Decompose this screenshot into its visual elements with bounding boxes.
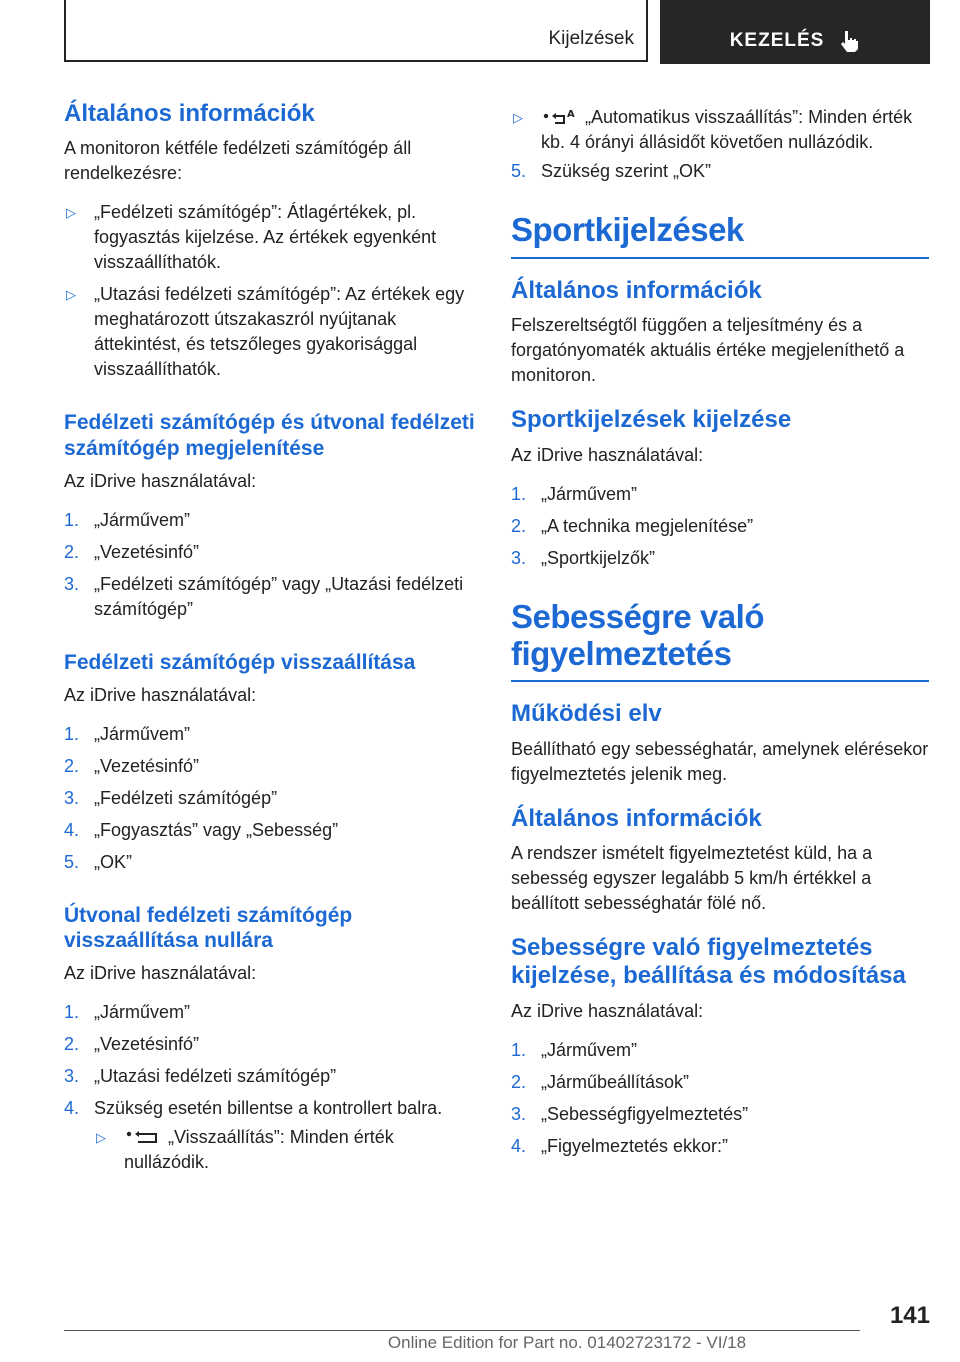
steps-reset-trip <box>64 1000 482 1175</box>
page-header <box>64 0 930 64</box>
chapter-title: KEZELÉS <box>729 30 825 51</box>
right-column <box>511 100 929 1177</box>
bullet-triangle-icon: ▷ <box>96 1130 106 1146</box>
section-title: Kijelzések <box>548 28 634 49</box>
edition-text: Online Edition for Part no. 01402723172 - VI/18 <box>387 1333 747 1352</box>
heading-reset-computer: Fedélzeti számítógép visszaállítása <box>64 650 416 674</box>
footer-divider <box>64 1330 860 1331</box>
steps-reset-computer <box>64 722 482 875</box>
page-number: 141 <box>889 1302 930 1329</box>
list-item: 3. „Sportkijelzők” <box>511 547 656 568</box>
list-item: 3. „Utazási fedélzeti számítógép” <box>64 1066 337 1087</box>
heading-speed-warning: Sebességre való figyelmeztetés <box>511 599 929 683</box>
list-item: 2. „A technika megjelenítése” <box>511 515 754 536</box>
list-item: 1. „Járművem” <box>511 1039 638 1060</box>
list-item: 2. „Vezetésinfó” <box>64 755 200 776</box>
list-item: ▷ „Utazási fedélzeti számítógép”: Az értékek egy meghatározott útszakaszról nyújtanak áttekintést, és tetszőleges gyakorisággal visszaállíthatók. <box>66 284 465 380</box>
reset-arrow-icon <box>126 1129 160 1145</box>
list-item: 1. „Járművem” <box>64 723 191 744</box>
heading-general-info: Általános információk <box>64 100 315 127</box>
list-item: 5. „OK” <box>64 851 132 872</box>
steps-continued <box>511 159 929 184</box>
list-item: 2. „Vezetésinfó” <box>64 1034 200 1055</box>
paragraph-sport-general: Felszereltségtől függően a teljesítmény és a forgatónyomaték aktuális értéke megjeleníthető a monitoron. <box>511 315 905 386</box>
list-item: 1. „Járművem” <box>64 1002 191 1023</box>
hand-pointer-icon <box>838 29 860 53</box>
list-item: ▷ „Fedélzeti számítógép”: Átlagértékek, pl. fogyasztás kijelzése. Az értékek egyenként visszaállíthatók. <box>66 202 437 273</box>
list-item: 5. Szükség szerint „OK” <box>511 161 712 181</box>
list-item: 3. „Fedélzeti számítógép” vagy „Utazási fedélzeti számítógép” <box>64 573 464 619</box>
list-item: 3. „Fedélzeti számítógép” <box>64 787 278 808</box>
list-item: 2. „Vezetésinfó” <box>64 541 200 562</box>
heading-function: Működési elv <box>511 700 662 728</box>
section-tab <box>64 0 648 62</box>
list-item: 3. „Sebességfigyelmeztetés” <box>511 1103 749 1124</box>
paragraph-reset-computer: Az iDrive használatával: <box>64 684 257 705</box>
list-item: ▷ A „Automatikus visszaállítás”: Minden érték kb. 4 órányi állásidőt követően nullázódik. <box>513 107 913 152</box>
paragraph-function: Beállítható egy sebességhatár, amelynek elérésekor figyelmeztetés jelenik meg. <box>511 738 929 784</box>
list-item: 1. „Járművem” <box>511 483 638 504</box>
steps-speed-set <box>511 1038 929 1159</box>
list-item: 2. „Járműbeállítások” <box>511 1071 690 1092</box>
list-item: ▷ „Visszaállítás”: Minden érték nullázódik. <box>96 1127 394 1173</box>
list-item: 4. Szükség esetén billentse a kontrollert balra. ▷ „Visszaállítás”: Minden érték nullázódik. <box>64 1096 482 1175</box>
list-item: 4. „Figyelmeztetés ekkor:” <box>511 1135 729 1156</box>
page-footer <box>64 1300 930 1360</box>
paragraph-speed-general: A rendszer ismételt figyelmeztetést küld, ha a sebesség egyszer legalább 5 km/h értékkel a beállított sebességhatár fölé nő. <box>511 843 873 914</box>
bullet-triangle-icon: ▷ <box>66 205 76 221</box>
bullet-triangle-icon: ▷ <box>66 287 76 303</box>
sub-list <box>511 105 929 155</box>
steps-display-computer <box>64 508 482 622</box>
svg-text:A: A <box>567 108 575 120</box>
bullet-triangle-icon: ▷ <box>513 110 523 125</box>
heading-reset-trip: Útvonal fedélzeti számítógép visszaállítása nullára <box>64 903 353 953</box>
list-item: 1. „Járművem” <box>64 509 191 530</box>
heading-speed-set: Sebességre való figyelmeztetés kijelzése, beállítása és módosítása <box>511 934 906 990</box>
paragraph-reset-trip: Az iDrive használatával: <box>64 963 257 984</box>
paragraph-speed-set: Az iDrive használatával: <box>511 1000 704 1021</box>
heading-sport-displays: Sportkijelzések <box>511 212 929 259</box>
bullet-list-computers <box>64 200 482 382</box>
paragraph-display-computer: Az iDrive használatával: <box>64 470 257 491</box>
list-item: 4. „Fogyasztás” vagy „Sebesség” <box>64 819 339 840</box>
heading-sport-general: Általános információk <box>511 276 762 304</box>
auto-reset-icon <box>543 108 577 126</box>
left-column <box>64 100 482 1193</box>
sub-list <box>94 1125 482 1175</box>
paragraph-sport-display: Az iDrive használatával: <box>511 444 704 465</box>
heading-sport-display: Sportkijelzések kijelzése <box>511 406 792 434</box>
heading-speed-general: Általános információk <box>511 804 762 832</box>
chapter-tab <box>660 0 930 64</box>
heading-display-computer: Fedélzeti számítógép és útvonal fedélzeti számítógép megjelenítése <box>64 411 475 460</box>
paragraph-general-info: A monitoron kétféle fedélzeti számítógép áll rendelkezésre: <box>64 138 412 184</box>
steps-sport-display <box>511 482 929 571</box>
